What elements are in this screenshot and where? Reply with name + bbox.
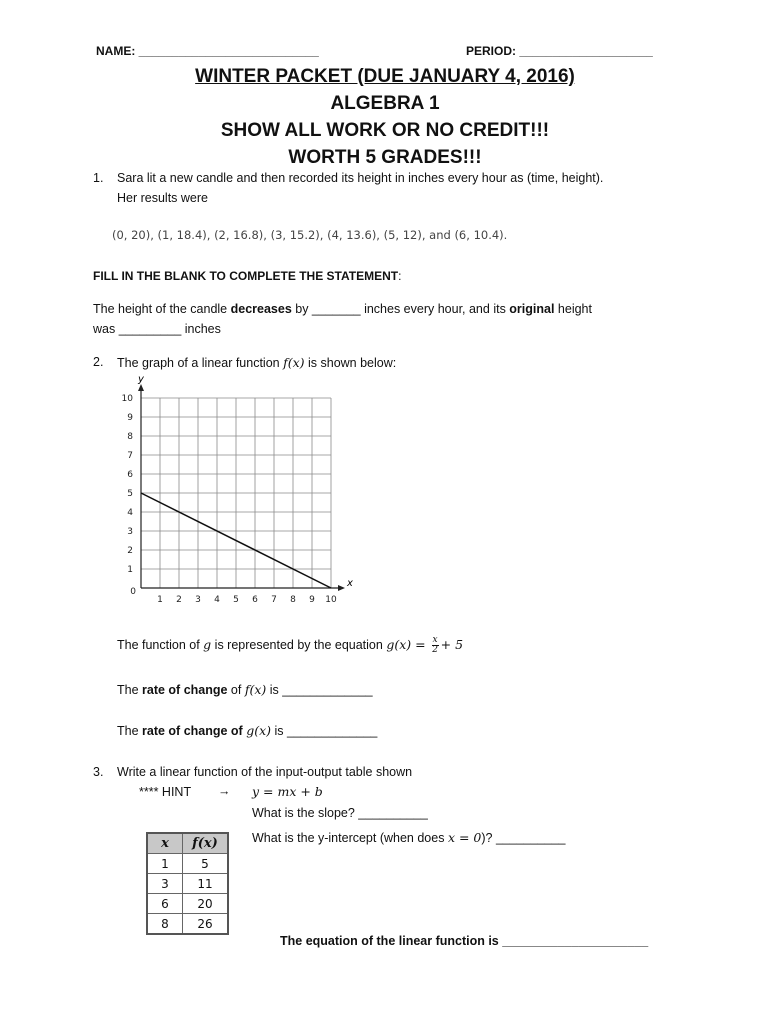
table-header-fx: f(x) (183, 833, 229, 854)
q1-text-line1: Sara lit a new candle and then recorded its height in inches every hour as (time, height). (117, 171, 604, 185)
q1-ordered-pairs: (0, 20), (1, 18.4), (2, 16.8), (3, 15.2), (4, 13.6), (5, 12), and (6, 10.4). (112, 228, 508, 242)
table-cell-x: 8 (147, 914, 183, 935)
g-eq-lhs: g(x) = (386, 637, 430, 652)
graph-grid (141, 398, 331, 588)
x-tick-label: 6 (252, 595, 258, 605)
x-tick-label: 7 (271, 595, 277, 605)
q1-text-line2: Her results were (117, 191, 208, 205)
hint-equation: y = mx + b (252, 784, 323, 799)
roc-f-c: is _____________ (266, 683, 373, 697)
x-tick-label: 4 (214, 595, 220, 605)
fill-in-heading-colon: : (398, 269, 402, 283)
y-tick-label: 10 (121, 394, 133, 404)
q1-number: 1. (93, 171, 104, 185)
graph-axes (138, 384, 345, 591)
table-cell-fx: 26 (183, 914, 229, 935)
hint-arrow: → (218, 784, 231, 798)
x-tick-label: 2 (176, 595, 182, 605)
stmt-bold-decreases: decreases (230, 302, 292, 316)
y-axis-label: y (138, 374, 144, 385)
table-row (147, 854, 228, 874)
q1-statement-line2: was _________ inches (93, 322, 221, 336)
yint-math: x = 0 (447, 830, 482, 845)
roc-f-func: f(x) (244, 682, 267, 697)
table-header-row (147, 833, 228, 854)
g-fraction (432, 636, 439, 655)
g-function-statement (117, 635, 463, 655)
x-axis-label: x (347, 578, 353, 589)
x-tick-label: 10 (325, 595, 337, 605)
q2-text (117, 355, 396, 370)
table-row (147, 914, 228, 935)
table-cell-x: 1 (147, 854, 183, 874)
table-row (147, 894, 228, 914)
stmt-part-a: The height of the candle (93, 302, 231, 316)
table-row (147, 874, 228, 894)
fill-in-heading (93, 269, 401, 283)
fill-in-heading-text: FILL IN THE BLANK TO COMPLETE THE STATEMENT (93, 269, 399, 283)
x-tick-label: 3 (195, 595, 201, 605)
g-var: g (203, 637, 212, 652)
grade-notice: WORTH 5 GRADES!!! (288, 147, 482, 168)
table-cell-x: 3 (147, 874, 183, 894)
y-tick-label: 5 (127, 489, 133, 499)
roc-f-a: The (117, 683, 143, 697)
x-tick-label: 8 (290, 595, 296, 605)
input-output-table (146, 832, 229, 935)
roc-g-c: is _____________ (271, 724, 378, 738)
g-frac-den: 2 (432, 645, 438, 656)
q2-text-b: is shown below: (304, 356, 397, 370)
y-tick-label: 9 (127, 413, 133, 423)
y-tick-label: 4 (127, 508, 133, 518)
y-tick-label: 6 (127, 470, 133, 480)
roc-f-bold: rate of change (142, 683, 228, 697)
x-axis-arrow-icon (338, 585, 345, 591)
y-tick-label: 8 (127, 432, 133, 442)
y-axis-arrow-icon (138, 384, 144, 391)
roc-f-b: of (227, 683, 245, 697)
g-text-b: is represented by the equation (211, 638, 387, 652)
table-cell-x: 6 (147, 894, 183, 914)
y-tick-label: 7 (127, 451, 133, 461)
x-tick-label: 1 (157, 595, 163, 605)
hint-label: **** HINT (139, 785, 192, 799)
q2-number: 2. (93, 355, 104, 369)
y-tick-label: 3 (127, 527, 133, 537)
q3-text: Write a linear function of the input-output table shown (117, 765, 413, 779)
table-header-x: x (147, 833, 183, 854)
g-eq-rhs: + 5 (440, 637, 464, 652)
roc-g-statement (117, 723, 377, 738)
table-cell-fx: 11 (183, 874, 229, 894)
packet-title: WINTER PACKET (DUE JANUARY 4, 2016) (195, 66, 575, 87)
y-tick-label: 1 (127, 565, 133, 575)
y-intercept-question (252, 830, 565, 845)
name-field-label: NAME: ___________________________ (96, 44, 319, 58)
yint-a: What is the y-intercept (when does (252, 831, 448, 845)
q3-number: 3. (93, 765, 104, 779)
g-text-a: The function of (117, 638, 204, 652)
roc-f-statement (117, 682, 373, 697)
y-tick-label: 2 (127, 546, 133, 556)
slope-question: What is the slope? __________ (252, 806, 428, 820)
table-cell-fx: 20 (183, 894, 229, 914)
stmt-part-c: height (554, 302, 592, 316)
course-title: ALGEBRA 1 (330, 93, 440, 114)
stmt-bold-original: original (509, 302, 555, 316)
x-tick-label: 0 (130, 587, 136, 597)
yint-b: )? __________ (481, 831, 566, 845)
x-tick-label: 9 (309, 595, 315, 605)
roc-g-func: g(x) (246, 723, 272, 738)
linear-function-graph (110, 374, 360, 613)
q2-fx: f(x) (283, 355, 305, 370)
work-notice: SHOW ALL WORK OR NO CREDIT!!! (220, 120, 550, 141)
stmt-part-b: by _______ inches every hour, and its (291, 302, 510, 316)
x-tick-label: 5 (233, 595, 239, 605)
roc-g-a: The (117, 724, 143, 738)
table-cell-fx: 5 (183, 854, 229, 874)
period-field-label: PERIOD: ____________________ (466, 44, 653, 58)
roc-g-bold: rate of change of (142, 724, 243, 738)
q2-text-a: The graph of a linear function (117, 356, 284, 370)
q1-statement-line1 (93, 302, 592, 316)
equation-answer-line: The equation of the linear function is _____________________ (280, 934, 649, 948)
g-frac-num: x (432, 635, 438, 646)
